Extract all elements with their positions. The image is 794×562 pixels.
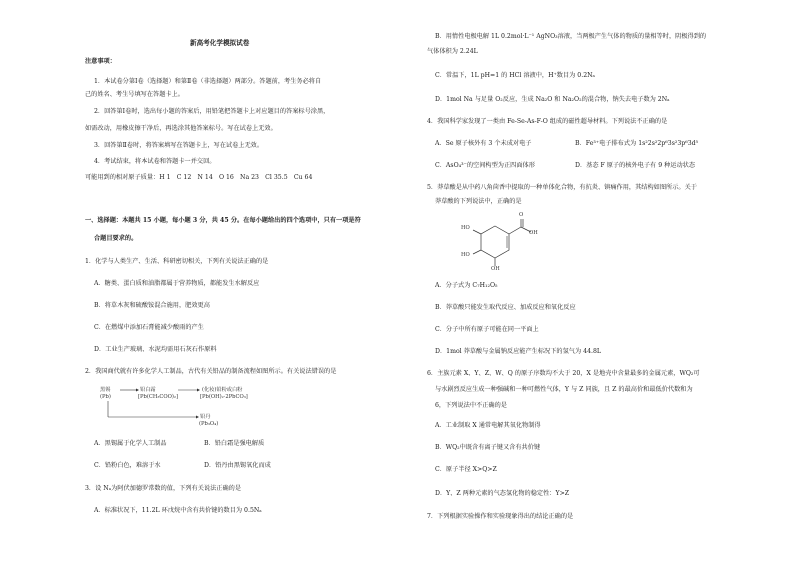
atomic-masses: 可能用到的相对原子质量：H 1 C 12 N 14 O 16 Na 23 Cl 35.5 Cu 64 <box>85 174 313 181</box>
q1-option-a: A．糖类、蛋白质和油脂都属于营养物质，都能发生水解反应 <box>94 280 260 287</box>
notice-3: 3．回答第Ⅱ卷时，将答案填写在答题卡上，写在试卷上无效。 <box>94 142 264 149</box>
q5-option-b: B．莽草酸只能发生取代反应、加成反应和氧化反应 <box>435 304 576 311</box>
q2-flow-diagram <box>100 386 250 434</box>
section-heading-cont: 合题目要求的。 <box>94 235 138 242</box>
diagram-acetate-label: 铅白霜 <box>140 387 156 393</box>
notice-1: 1．本试卷分第Ⅰ卷（选择题）和第Ⅱ卷（非选择题）两部分。答题前，考生务必将自 <box>94 78 322 85</box>
q1-option-d: D．工业生产玻璃、水泥均需用石灰石作原料 <box>94 346 217 353</box>
question-3: 3．设 Nₐ为阿伏加德罗常数的值，下列有关说法正确的是 <box>85 485 242 492</box>
diagram-powder-label: (化妆)铅粉或白粉 <box>202 387 243 393</box>
diagram-acetate-formula: [Pb(CH₃COO)₂] <box>138 394 179 400</box>
q1-option-c: C．在燃煤中添加石膏能减少酸雨的产生 <box>94 324 204 331</box>
notice-2: 2．回答第Ⅰ卷时，选出每小题的答案后，用铅笔把答题卡上对应题目的答案标号涂黑， <box>94 108 330 115</box>
q5-option-d: D．1mol 莽草酸与金属钠反应能产生标况下的氢气为 44.8L <box>435 348 602 355</box>
diagram-lead-label: 黑锡 <box>100 387 111 393</box>
q4-option-b: B．Fe³⁺电子排布式为 1s²2s²2p⁶3s²3p⁶3d⁵ <box>575 140 699 147</box>
q3-option-d: D．1mol Na 与足量 O₂反应，生成 Na₂O 和 Na₂O₂的混合物，钠失去电子数为 2Nₐ <box>435 96 670 103</box>
q5-option-c: C．分子中所有原子可能在同一平面上 <box>435 326 539 333</box>
structure-bonds <box>465 212 535 272</box>
q6-option-b: B．WQ₂中既含有离子键又含有共价键 <box>435 444 541 451</box>
q3-option-a: A．标准状况下，11.2L 环戊烷中含有共价键的数目为 0.5Nₐ <box>94 507 262 514</box>
question-1: 1．化学与人类生产、生活、科研密切相关，下列有关说法正确的是 <box>85 258 269 265</box>
q2-option-b: B．铅白霜是强电解质 <box>204 440 265 447</box>
q4-option-c: C．AsO₄³⁻的空间构型为正四面体形 <box>435 162 535 169</box>
notice-2-cont: 如需改动，用橡皮擦干净后，再选涂其他答案标号。写在试卷上无效。 <box>85 125 277 132</box>
shikimic-acid-structure <box>461 212 538 272</box>
notice-4: 4．考试结束，将本试卷和答题卡一并交回。 <box>94 158 216 165</box>
question-7: 7．下列根据实验操作和实验现象得出的结论正确的是 <box>427 513 574 520</box>
q6-option-a: A．工业制取 X 通常电解其氧化物制得 <box>435 422 541 429</box>
structure-carbonyl-o: O <box>519 212 524 218</box>
section-heading: 一、选择题：本题共 15 小题，每小题 3 分，共 45 分。在每小题给出的四个选项中，只有一项是符 <box>85 217 361 224</box>
notice-heading: 注意事项： <box>85 58 116 65</box>
diagram-minium-label: 铅丹 <box>200 414 211 420</box>
diagram-arrows <box>100 386 250 434</box>
q3-option-b: B．用惰性电极电解 1L 0.2mol·L⁻¹ AgNO₃溶液，当两极产生气体的物质的量相等时，阴极得到的 <box>435 33 707 40</box>
structure-acid-oh: OH <box>529 230 538 236</box>
structure-oh-3: OH <box>491 266 500 272</box>
q6-option-d: D．Y、Z 两种元素的气态氢化物的稳定性：Y>Z <box>435 490 570 497</box>
q2-option-c: C．铅粉白色，难溶于水 <box>94 462 161 469</box>
q3-option-c: C．常温下，1L pH=1 的 HCl 溶液中，H⁺数目为 0.2Nₐ <box>435 72 595 79</box>
q5-option-a: A．分子式为 C₇H₁₂O₅ <box>435 282 498 289</box>
question-5: 5．莽草酸是从中药八角茴香中提取的一种单体化合物，有抗炎、镇痛作用，其结构如图所示。关于 <box>427 184 697 191</box>
structure-ho-1: HO <box>461 225 470 231</box>
question-6: 6．主族元素 X、Y、Z、W、Q 的原子序数均不大于 20，X 是地壳中含量最多的金属元素，WQ₂可 <box>427 370 700 377</box>
q2-option-a: A．黑锡属于化学人工制品 <box>94 440 167 447</box>
question-2: 2．我国商代就有许多化学人工制品，古代有关铅品的制备流程如图所示。有关说法错误的是 <box>85 368 337 375</box>
notice-1-cont: 己的姓名、考生号填写在答题卡上。 <box>85 91 184 98</box>
q3-option-b-cont: 气体体积为 2.24L <box>427 48 478 55</box>
q6-option-c: C．原子半径 X>Q>Z <box>435 466 497 473</box>
diagram-minium-formula: (Pb₃O₄) <box>199 421 219 427</box>
diagram-powder-formula: [Pb(OH)₂·2PbCO₃] <box>200 394 248 400</box>
q4-option-a: A．Se 原子核外有 3 个未成对电子 <box>435 140 532 147</box>
q4-option-d: D．基态 F 原子的核外电子有 9 种运动状态 <box>575 162 696 169</box>
page-title: 新高考化学模拟试卷 <box>190 39 250 47</box>
question-6-cont1: 与水剧烈反应生成一种强碱和一种可燃性气体，Y 与 Z 同族，且 Z 的最高价和最低价代数和为 <box>435 386 693 393</box>
question-5-cont: 莽草酸的下列说法中，正确的是 <box>435 198 522 205</box>
structure-ho-2: HO <box>461 252 470 258</box>
diagram-lead-formula: (Pb) <box>100 394 111 400</box>
question-6-cont2: 6，下列说法中不正确的是 <box>435 402 507 409</box>
q2-option-d: D．铅丹由黑锡氧化而成 <box>204 462 271 469</box>
question-4: 4．我国科学家发现了一类由 Fe-Se-As-F-O 组成的磁性超导材料。下列说法不正确的是 <box>427 118 668 125</box>
q1-option-b: B．将草木灰和硫酸铵混合施用，肥效更高 <box>94 302 210 309</box>
